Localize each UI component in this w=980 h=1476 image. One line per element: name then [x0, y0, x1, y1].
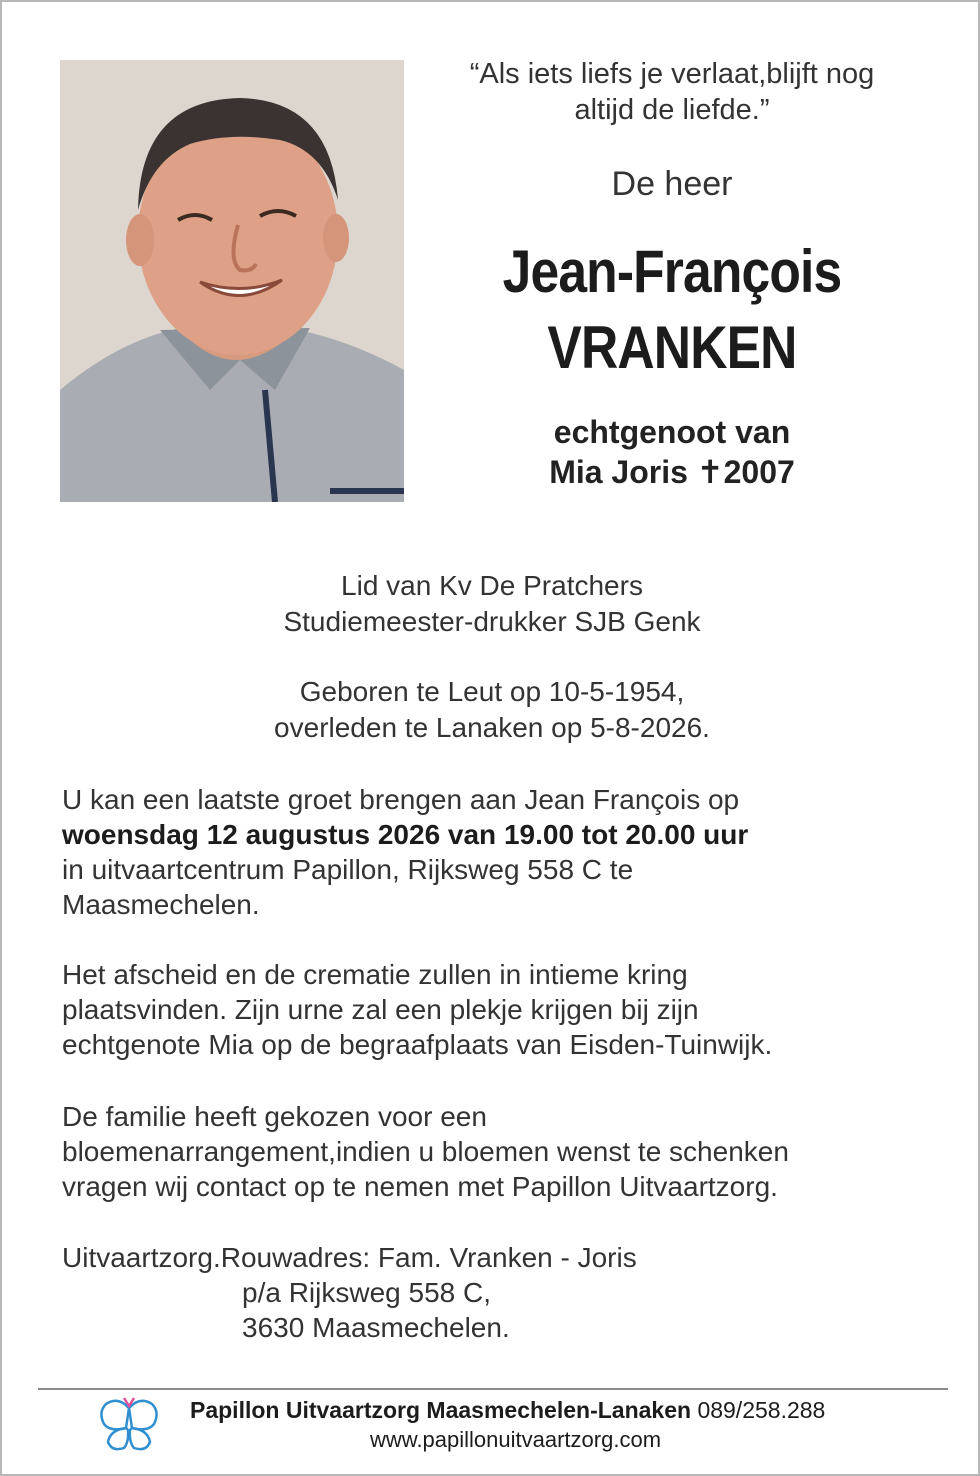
life-dates	[2, 674, 980, 746]
quote-line: “Als iets liefs je verlaat,blijft nog	[469, 58, 875, 90]
birth-line: Geboren te Leut op 10-5-1954,	[299, 676, 685, 707]
farewell-line: plaatsvinden. Zijn urne zal een plekje krijgen bij zijn	[62, 994, 699, 1025]
footer	[2, 1394, 980, 1464]
visitation-date: woensdag 12 augustus 2026 van 19.00 tot 20.00 uur	[62, 819, 749, 850]
flowers-line: De familie heeft gekozen voor een	[62, 1101, 487, 1132]
spouse-line: echtgenoot van	[553, 414, 791, 450]
farewell-paragraph	[62, 957, 942, 1062]
address-line: 3630 Maasmechelen.	[242, 1312, 510, 1343]
visitation-line: in uitvaartcentrum Papillon, Rijksweg 558 C te	[62, 854, 634, 885]
first-name: Jean-François	[502, 238, 842, 305]
visitation-line: U kan een laatste groet brengen aan Jean François op	[62, 784, 740, 815]
firm-contact	[190, 1396, 825, 1424]
address-line: p/a Rijksweg 558 C,	[242, 1277, 492, 1308]
firm-name: Papillon Uitvaartzorg Maasmechelen-Lanaken	[190, 1397, 692, 1423]
portrait-illustration	[60, 60, 404, 502]
flowers-line: bloemenarrangement,indien u bloemen wenst te schenken	[62, 1136, 789, 1167]
flowers-line: vragen wij contact op te nemen met Papillon Uitvaartzorg.	[62, 1171, 778, 1202]
spouse-info	[422, 412, 922, 492]
farewell-line: Het afscheid en de crematie zullen in intieme kring	[62, 959, 688, 990]
quote	[422, 56, 922, 128]
death-line: overleden te Lanaken op 5-8-2026.	[274, 712, 710, 743]
footer-divider	[38, 1388, 948, 1390]
affiliations	[2, 568, 980, 640]
affiliation-line: Lid van Kv De Pratchers	[341, 570, 643, 601]
last-name: VRANKEN	[547, 314, 797, 381]
mourning-address	[62, 1240, 942, 1345]
visitation-paragraph	[62, 782, 942, 922]
affiliation-line: Studiemeester-drukker SJB Genk	[283, 606, 701, 637]
header-block	[422, 56, 922, 492]
honorific-title: De heer	[611, 165, 733, 203]
deceased-name	[457, 234, 887, 386]
flowers-paragraph	[62, 1099, 942, 1204]
address-line: Uitvaartzorg.Rouwadres: Fam. Vranken - Joris	[62, 1242, 637, 1273]
quote-line: altijd de liefde.”	[574, 94, 770, 126]
visitation-line: Maasmechelen.	[62, 889, 260, 920]
firm-phone: 089/258.288	[697, 1397, 826, 1423]
firm-website[interactable]: www.papillonuitvaartzorg.com	[370, 1427, 662, 1452]
portrait-photo	[60, 60, 404, 502]
spouse-line: Mia Joris ✝2007	[549, 454, 795, 490]
butterfly-icon	[96, 1394, 162, 1454]
farewell-line: echtgenote Mia op de begraafplaats van Eisden-Tuinwijk.	[62, 1029, 773, 1060]
